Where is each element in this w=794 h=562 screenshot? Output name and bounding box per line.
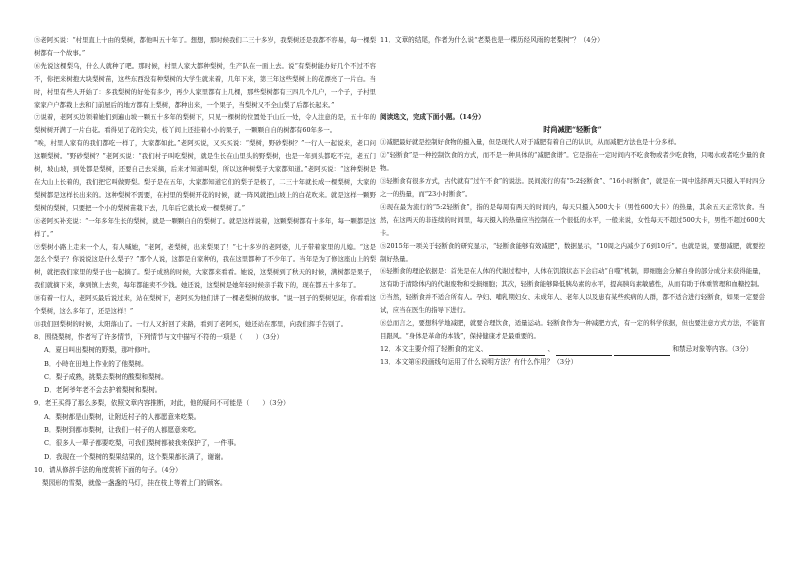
question-12-separator: 、: [547, 344, 555, 353]
passage-paragraph-5: ⑤老阿买说：“村里直上十由的梨树，都他叫五十年了。想想，那时候我们二三十多岁，我梨树还是我都不容易，每一棵梨树都有一个故事。”: [34, 36, 376, 57]
right-column: [380, 34, 765, 370]
article-paragraph-4: ④现在最为流行的“5:2轻断食”，指的是每周有两天的时间内，每天只摄入500大卡（男性600大卡）的热量，其余五天正常饮食。当然，在这两天的非连续的时间里，每天摄入的热量应当控制在一个很低的水平，一般来说，女性每天不超过500大卡，男性不超过600大卡。: [380, 202, 765, 237]
question-8-option-b: B．小時在田地上作业的了他梨树。: [44, 359, 148, 368]
question-13: 13．本文第⑥段画线句运用了什么说明方法？有什么作用？（3分）: [380, 358, 578, 367]
article-paragraph-7: ⑦当然，轻断食并不适合所有人。孕妇、哺乳期妇女、未成年人、老年人以及患有某些疾病的人群，都不适合进行轻断食，如果一定要尝试，应当在医生的指导下进行。: [380, 293, 765, 315]
question-8-option-c: C．梨子成熟，挑梨去梨树的酸梨和梨树。: [44, 372, 168, 381]
question-9-stem: 9．老王买得了那么多梨，依照文章内容推断，对此，他的疑问不可能是（ ）（3分）: [34, 399, 290, 408]
article-title: 时尚减肥“轻断食”: [543, 125, 602, 135]
question-8-stem: 8．围绕梨树，作者写了许多情节，下列情节与文中描写不符的一项是（ ）（3分）: [34, 332, 284, 341]
passage-paragraph-dialogue: “唉，村里人家有的我们都吃一样了，大家都如此。”老阿买说，又买买说：“梨树，野砂梨树？”一行人一起说来，老口问这颗梨树。“野砂梨树？”老阿买说：“我们村子叫吃梨树，就是生长在山里头的野梨树，也是一年到头都吃不完，老五门树，坡山坡，到处都是梨树，还要自己去采摘，后来才知道叫梨，所以这种树梨子大家都知道。”老阿买说：“这种梨树是在大山上长着的，我们把它叫做野梨。梨子是在五年，大家都知道它们的梨子是极了，二三十年就长成一棵梨树，大家的梨树都是这样长出来的。这种梨树不需要，在村里的梨树开花的时候，就一阵风就把山坡上的白花吹来。就是这样一颗野梨树的梨树，只要把一个小的梨树苗栽下去，几年后它就长成一棵梨树了。”: [34, 139, 376, 212]
left-column: [34, 34, 376, 491]
question-8-option-a: A．夏日叫出梨树的野梨，那叶修叶。: [44, 346, 155, 355]
question-12-end: 和禁忌对象等内容。（3分）: [672, 344, 753, 353]
question-9-option-b: B．梨树到都市梨树，让我们一村子的人都愿意来吃。: [44, 426, 201, 435]
article-paragraph-8: ⑧总而言之，要想科学地减肥，就要合理饮食，适量运动。轻断食作为一种减肥方式，有一定的科学依据，但也要注意方式方法，不能盲目跟风。“身体是革命的本钱”，保持健康才是最重要的。: [380, 319, 765, 340]
question-9-option-a: A．梨树都是山梨树，让附近村子的人都愿意来吃梨。: [44, 412, 201, 421]
passage-paragraph-6: ⑥先说这棵梨乌，什么人就种了吧。那时候，村里人家大都种梨树，生产队在一面上去。说“有梨树能办好几个不过不容不，你把来树抱大块梨树苗，这些东西没有种梨树的大学生就来着，几年下来，第三年这些梨树上的花漂亮了一片白。当时，村里有些人开始了：多我梨树的好处有多少，再少人家里都有上几棵，那些梨树都有三四几个几户，一个子，子村里家家户户都栽上去和门前屋后的地方都有上梨树，都种出来，一个果子，当梨树又不全山梨了后都长起来。”: [34, 61, 376, 109]
answer-space: [380, 47, 765, 111]
answer-blank-3[interactable]: [614, 348, 670, 356]
article-paragraph-5: ⑤2015年一项关于轻断食的研究显示，“轻断食能够有效减肥”，数据显示，“10周之内减少了6到10斤”。也就是说，要想减肥，就要控制好热量。: [380, 241, 765, 263]
question-12: [380, 343, 765, 356]
question-11: 11．文章的结尾，作者为什么说“老梨也是一棵历经风雨的老梨树”？（4分）: [380, 36, 604, 44]
question-10-stem: 10．请从修辞手法的角度赏析下面的句子。（4分）: [34, 466, 182, 475]
passage-paragraph-10: ⑩有着一行人，老阿买最后说过来，站在梨树下，老阿买为他们讲了一棵老梨树的故事。“说一回子的梨树见证，你看看这个梨树，这么多年了，还是这样！”: [34, 294, 376, 316]
passage-paragraph-11: ⑪我们回梨树的时候，太阳落山了。一行人又折回了来路，看到了老阿买，她还站在那里，向我们挥手告别了。: [34, 319, 348, 328]
question-12-text: 12．本文主要介绍了轻断食的定义、: [380, 344, 488, 353]
question-8-option-d: D．老阿爷年老不会去护着梨树和梨树。: [44, 386, 162, 395]
article-paragraph-6: ⑥轻断食的理论依据是：首先是在人体的代谢过程中，人体在饥饿状态下会启动“自噬”机制，即细胞会分解自身的部分成分来获得能量，这有助于清除体内的代谢废物和受损细胞；其次，轻断食能够降低胰岛素的水平，提高胰岛素敏感性，从而有助于体重管理和血糖控制。: [380, 267, 765, 289]
answer-blank-1[interactable]: [489, 348, 545, 356]
article-paragraph-2: ②“轻断食”是一种控制饮食的方式，而不是一种具体的“减肥食谱”。它是指在一定时间内不吃食物或者少吃食物，只喝水或者吃少量的食物。: [380, 151, 765, 173]
question-9-option-d: D．我现在一个梨树的梨果结果的，这个梨果都长满了，谢谢。: [44, 452, 228, 461]
passage-paragraph-8: ⑧老阿买补充说：“一年多年生长的梨树，就是一颗颗自自的梨树了。就是这样说着，这颗梨树都有十多年，每一颗都是这样了。”: [34, 216, 376, 238]
answer-blank-2[interactable]: [556, 348, 612, 356]
question-10-sentence: 梨园形的雪梨，就像一盏盏的马灯，挂在枝上等着上门的顾客。: [42, 479, 227, 488]
article-paragraph-1: ①减肥最好就是控制好食物的摄入量，但是现代人对于减肥有着自己的认识，从而减肥方法也是十分多样。: [380, 138, 681, 147]
article-paragraph-3: ③轻断食有很多方式，古代就有“过午不食”的说法。民间流行的有“5:2轻断食”、“16小时断食”，就是在一周中选择两天只摄入平时四分之一的热量，而“23小时断食”。: [380, 177, 765, 199]
passage-paragraph-7: ⑦说着，老阿买边领着她们到遍山坡一颗五十多年的梨树下，只见一棵树的位置处于山丘一处，令人注意的是，五十年的梨树树开满了一片白花。看得见了花的尖尖，枝丫间上还挂着小小的果子，一颗颗自自的树都有60年多一。: [34, 113, 376, 135]
passage-paragraph-9: ⑨梨树小路上走来一个人，有人喊她，“老阿，老梨树，出来梨果了！”七十多岁的老阿婆，儿子带着家里的儿媳。“这是怎么个梨子？你说说这是什么梨子？”那个人说，这都是自家种的，我在这里都种了不少年了。当年是为了修这座山上的梨树，就把我们家里的梨子也一起摘了。梨子成熟的时候，大家都来看看。她说，这梨树到了秋天的时候，满树都是果子，我们就摘下来，拿到镇上去卖，每年都能卖不少钱。她还说，这梨树是她年轻时候亲手栽下的，现在都五十多年了。: [34, 242, 376, 290]
reading-section-heading: 阅读选文，完成下面小题。（14分）: [380, 113, 485, 122]
question-9-option-c: C．很多人一辈子都要吃梨，可我们梨树都被我来保护了，一件事。: [44, 439, 241, 448]
